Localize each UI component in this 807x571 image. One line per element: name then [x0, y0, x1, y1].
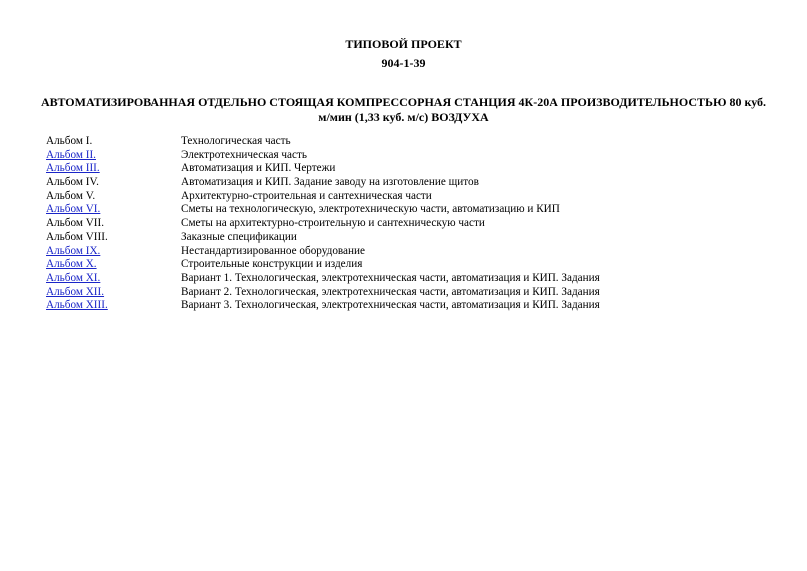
list-item [46, 162, 786, 176]
list-item [46, 299, 786, 313]
list-item [46, 217, 786, 231]
list-item [46, 149, 786, 163]
album-label: Альбом VIII. [46, 230, 108, 243]
list-item [46, 203, 786, 217]
project-subject: АВТОМАТИЗИРОВАННАЯ ОТДЕЛЬНО СТОЯЩАЯ КОМПРЕССОРНАЯ СТАНЦИЯ 4К-20А ПРОИЗВОДИТЕЛЬНОСТЬЮ 80 куб. м/мин (1,33 куб. м/с) ВОЗДУХА [40, 95, 767, 124]
album-description: Электротехническая часть [181, 148, 307, 161]
list-item [46, 245, 786, 259]
album-label: Альбом VII. [46, 217, 105, 230]
album-description: Автоматизация и КИП. Чертежи [181, 162, 336, 175]
album-link[interactable]: Альбом II. [46, 148, 96, 161]
album-description: Нестандартизированное оборудование [181, 244, 365, 257]
album-description: Строительные конструкции и изделия [181, 258, 363, 271]
project-number: 904-1-39 [381, 56, 426, 70]
album-link[interactable]: Альбом X. [46, 258, 97, 271]
list-item [46, 272, 786, 286]
album-description: Вариант 2. Технологическая, электротехническая части, автоматизация и КИП. Задания [181, 285, 600, 298]
document-title: ТИПОВОЙ ПРОЕКТ [345, 37, 462, 51]
album-link[interactable]: Альбом IX. [46, 244, 101, 257]
album-description: Сметы на технологическую, электротехническую части, автоматизацию и КИП [181, 203, 560, 216]
album-list [46, 135, 786, 313]
album-label: Альбом V. [46, 189, 96, 202]
list-item [46, 135, 786, 149]
list-item [46, 176, 786, 190]
album-link[interactable]: Альбом XI. [46, 271, 101, 284]
list-item [46, 286, 786, 300]
album-link[interactable]: Альбом VI. [46, 203, 101, 216]
album-link[interactable]: Альбом III. [46, 162, 100, 175]
album-description: Вариант 1. Технологическая, электротехническая части, автоматизация и КИП. Задания [181, 271, 600, 284]
album-description: Сметы на архитектурно-строительную и сантехническую части [181, 217, 485, 230]
list-item [46, 231, 786, 245]
album-description: Заказные спецификации [181, 230, 297, 243]
album-link[interactable]: Альбом XII. [46, 285, 105, 298]
album-description: Вариант 3. Технологическая, электротехническая части, автоматизация и КИП. Задания [181, 299, 600, 312]
list-item [46, 190, 786, 204]
album-description: Технологическая часть [181, 135, 291, 147]
album-link[interactable]: Альбом XIII. [46, 299, 108, 312]
album-label: Альбом I. [46, 135, 93, 147]
album-description: Автоматизация и КИП. Задание заводу на изготовление щитов [181, 176, 479, 189]
list-item [46, 258, 786, 272]
album-description: Архитектурно-строительная и сантехническая части [181, 189, 432, 202]
album-label: Альбом IV. [46, 176, 99, 189]
